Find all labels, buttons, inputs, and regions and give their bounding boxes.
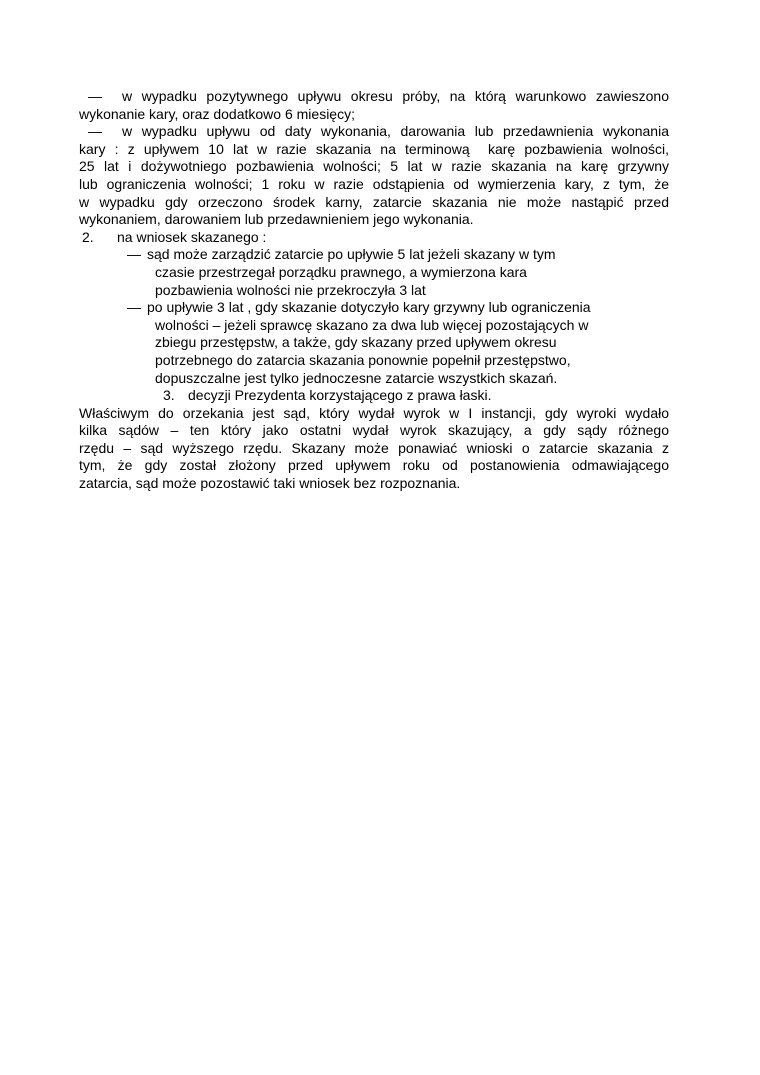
document-line xyxy=(79,246,669,264)
line-text: Właściwym do orzekania jest sąd, który wydał wyrok w I instancji, gdy wyroki wydało xyxy=(79,404,669,421)
line-text: pozbawienia wolności nie przekroczyła 3 lat xyxy=(155,281,426,298)
bullet-dash: — xyxy=(127,299,141,316)
line-text: w wypadku pozytywnego upływu okresu próby, na którą warunkowo zawieszono xyxy=(122,88,669,104)
line-text: lub ograniczenia wolności; 1 roku w razie odstąpienia od wymierzenia kary, z tym, że xyxy=(79,175,669,192)
document-line xyxy=(79,123,669,141)
line-text: kilka sądów – ten który jako ostatni wydał wyrok skazujący, a gdy sądy różnego xyxy=(79,422,669,439)
document-line xyxy=(79,282,669,300)
document-line xyxy=(79,176,669,194)
bullet-dash: — xyxy=(88,88,102,104)
line-text: w wypadku upływu od daty wykonania, darowania lub przedawnienia wykonania xyxy=(122,123,669,140)
line-text: dopuszczalne jest tylko jednoczesne zatarcie wszystkich skazań. xyxy=(155,369,558,386)
document-line xyxy=(79,334,669,352)
document-line xyxy=(79,264,669,282)
line-text: wolności – jeżeli sprawcę skazano za dwa lub więcej pozostających w xyxy=(155,316,589,333)
document-line xyxy=(79,457,669,475)
document-line xyxy=(79,352,669,370)
line-text: czasie przestrzegał porządku prawnego, a wymierzona kara xyxy=(155,263,527,280)
document-line xyxy=(79,299,669,317)
line-text: zbiegu przestępstw, a także, gdy skazany przed upływem okresu xyxy=(155,334,557,351)
document-line xyxy=(79,422,669,440)
document-line xyxy=(79,405,669,423)
document-line xyxy=(79,229,669,247)
document-line xyxy=(79,158,669,176)
line-text: wykonaniem, darowaniem lub przedawnieniem jego wykonania. xyxy=(79,211,474,228)
line-text: decyzji Prezydenta korzystającego z prawa łaski. xyxy=(188,387,492,404)
document-line xyxy=(79,88,669,106)
line-text: potrzebnego do zatarcia skazania ponownie popełnił przestępstwo, xyxy=(155,351,571,368)
document-line xyxy=(79,106,669,124)
document-line xyxy=(79,440,669,458)
document-line xyxy=(79,317,669,335)
bullet-dash: — xyxy=(127,246,141,263)
line-text: 25 lat i dożywotniego pozbawienia wolności; 5 lat w razie skazania na karę grzywny xyxy=(79,158,669,175)
document-line xyxy=(79,370,669,388)
line-text: zatarcia, sąd może pozostawić taki wniosek bez rozpoznania. xyxy=(79,475,461,492)
bullet-dash: — xyxy=(88,123,102,140)
document-line xyxy=(79,475,669,493)
document-text-block xyxy=(79,88,669,493)
line-text: sąd może zarządzić zatarcie po upływie 5 lat jeżeli skazany w tym xyxy=(147,246,556,263)
document-line xyxy=(79,141,669,159)
document-line xyxy=(79,211,669,229)
line-text: na wniosek skazanego : xyxy=(117,228,267,245)
list-number: 2. xyxy=(82,228,94,245)
line-text: wykonanie kary, oraz dodatkowo 6 miesięcy; xyxy=(79,105,355,122)
line-text: po upływie 3 lat , gdy skazanie dotyczyło kary grzywny lub ograniczenia xyxy=(147,299,591,316)
line-text: kary : z upływem 10 lat w razie skazania na terminową karę pozbawienia wolności, xyxy=(79,140,669,157)
line-text: rzędu – sąd wyższego rzędu. Skazany może ponawiać wnioski o zatarcie skazania z xyxy=(79,439,669,456)
document-line xyxy=(79,194,669,212)
list-number: 3. xyxy=(163,387,175,404)
line-text: w wypadku gdy orzeczono środek karny, zatarcie skazania nie może nastąpić przed xyxy=(79,193,669,210)
line-text: tym, że gdy został złożony przed upływem roku od postanowienia odmawiającego xyxy=(79,457,669,474)
document-line xyxy=(79,387,669,405)
